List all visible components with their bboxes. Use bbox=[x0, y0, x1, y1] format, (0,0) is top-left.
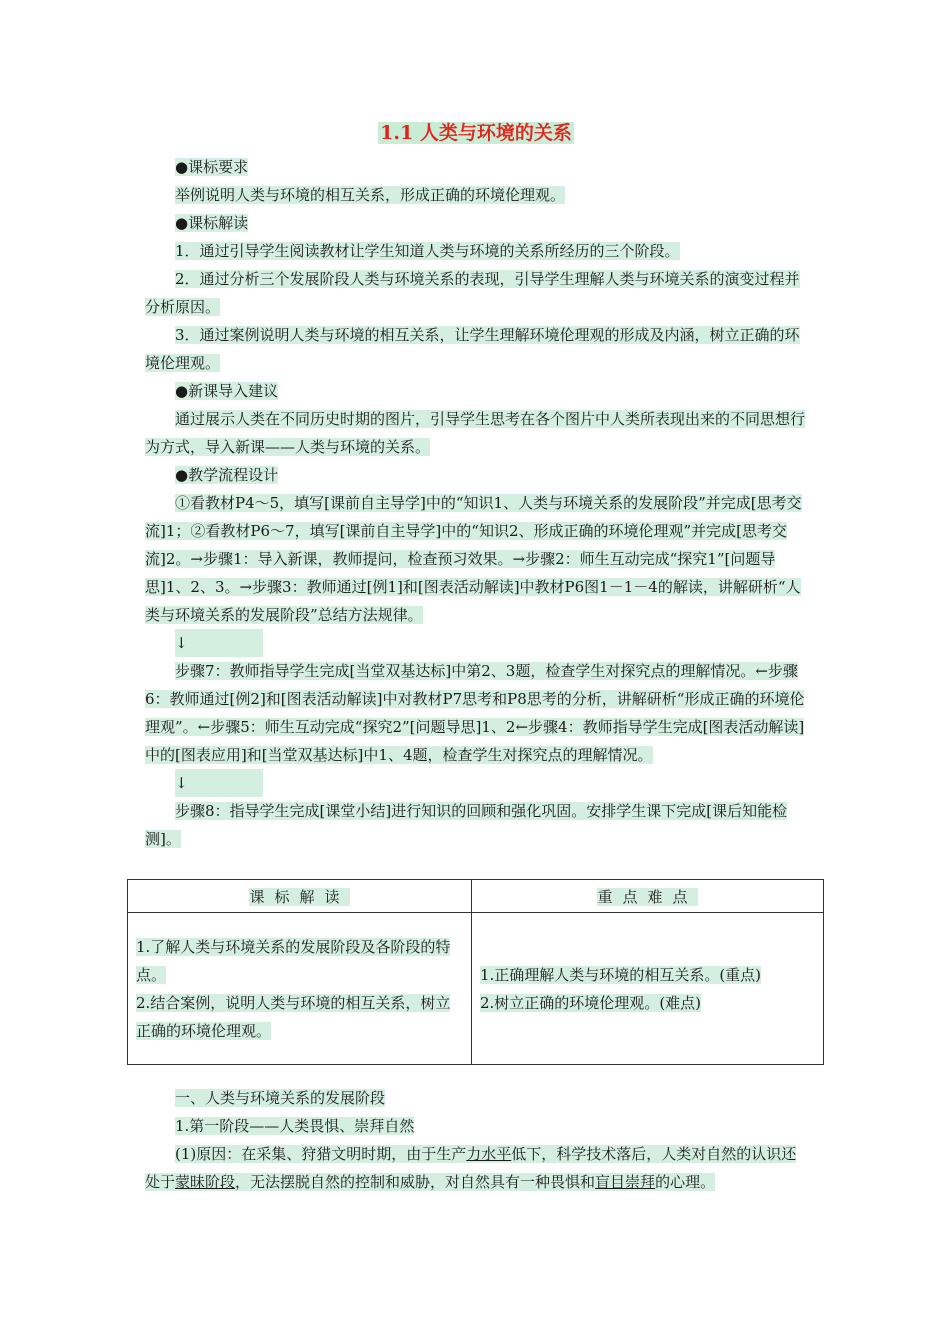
section-heading: ●教学流程设计 bbox=[175, 466, 279, 484]
section-subheading: 1.第一阶段——人类畏惧、崇拜自然 bbox=[175, 1117, 415, 1135]
paragraph: (1)原因：在采集、狩猎文明时期，由于生产力水平低下，科学技术落后，人类对自然的认识还处于蒙昧阶段，无法摆脱自然的控制和威胁，对自然具有一种畏惧和盲目崇拜的心理。 bbox=[145, 1145, 797, 1191]
section-heading: ●课标解读 bbox=[175, 214, 249, 232]
paragraph: 通过展示人类在不同历史时期的图片，引导学生思考在各个图片中人类所表现出来的不同思想行为方式，导入新课——人类与环境的关系。 bbox=[145, 410, 806, 456]
table-cell: 1.正确理解人类与环境的相互关系。(重点) 2.树立正确的环境伦理观。(难点) bbox=[472, 913, 824, 1065]
down-arrow-icon: ↓ bbox=[145, 769, 807, 797]
paragraph: 2．通过分析三个发展阶段人类与环境关系的表现，引导学生理解人类与环境关系的演变过程并分析原因。 bbox=[145, 270, 800, 316]
paragraph: 步骤7：教师指导学生完成[当堂双基达标]中第2、3题，检查学生对探究点的理解情况。←步骤6：教师通过[例2]和[图表活动解读]中对教材P7思考和P8思考的分析，讲解研析“形成正确的环境伦理观”。←步骤5：师生互动完成“探究2”[问题导思]1、2←步骤4：教师指导学生完成[图表活动解读]中的[图表应用]和[当堂双基达标]中1、4题，检查学生对探究点的理解情况。 bbox=[145, 662, 805, 764]
paragraph: 1．通过引导学生阅读教材让学生知道人类与环境的关系所经历的三个阶段。 bbox=[175, 242, 680, 260]
section-heading: ●新课导入建议 bbox=[175, 382, 279, 400]
body-section bbox=[145, 1084, 807, 1196]
paragraph: ①看教材P4～5，填写[课前自主导学]中的“知识1、人类与环境关系的发展阶段”并完成[思考交流]1；②看教材P6～7，填写[课前自主导学]中的“知识2、形成正确的环境伦理观”并完成[思考交流]2。→步骤1：导入新课，教师提问，检查预习效果。→步骤2：师生互动完成“探究1”[问题导思]1、2、3。→步骤3：教师通过[例1]和[图表活动解读]中教材P6图1－1－4的解读，讲解研析“人类与环境关系的发展阶段”总结方法规律。 bbox=[145, 494, 802, 624]
table-cell: 1.了解人类与环境关系的发展阶段及各阶段的特点。 2.结合案例，说明人类与环境的相互关系，树立正确的环境伦理观。 bbox=[128, 913, 472, 1065]
down-arrow-icon: ↓ bbox=[145, 629, 807, 657]
page-title: 1.1 人类与环境的关系 bbox=[380, 122, 572, 144]
table-header-focus: 重点难点 bbox=[472, 880, 824, 913]
paragraph: 举例说明人类与环境的相互关系，形成正确的环境伦理观。 bbox=[175, 186, 566, 204]
objectives-table bbox=[127, 879, 824, 1065]
document-page bbox=[145, 118, 807, 853]
paragraph: 3．通过案例说明人类与环境的相互关系，让学生理解环境伦理观的形成及内涵，树立正确的环境伦理观。 bbox=[145, 326, 800, 372]
section-heading: 一、人类与环境关系的发展阶段 bbox=[175, 1089, 386, 1107]
section-heading: ●课标要求 bbox=[175, 158, 249, 176]
table-header-interp: 课标解读 bbox=[128, 880, 472, 913]
paragraph: 步骤8：指导学生完成[课堂小结]进行知识的回顾和强化巩固。安排学生课下完成[课后知能检测]。 bbox=[145, 802, 788, 848]
